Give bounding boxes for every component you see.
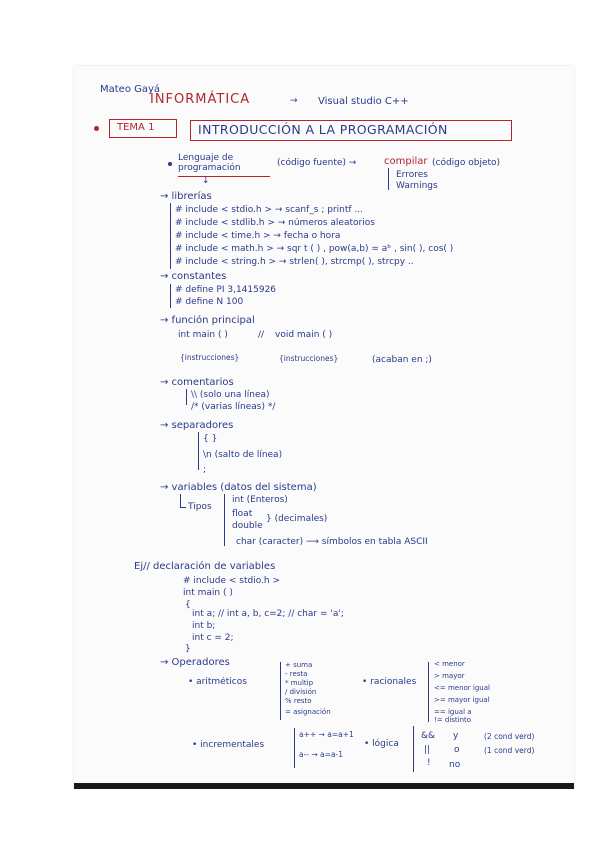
code-line: int main ( )	[183, 588, 233, 598]
tipos-connector-h	[180, 507, 186, 508]
lenguaje-term: Lenguaje de programación	[178, 153, 241, 173]
library-item: # include < string.h > → strlen( ), strcmp( ), strcpy ..	[175, 257, 414, 267]
codigo-fuente: (código fuente) →	[277, 158, 357, 168]
variables-title: → variables (datos del sistema)	[160, 482, 317, 493]
compiler-word: compilar	[384, 156, 428, 167]
tipos-label: Tipos	[188, 502, 212, 512]
type-double: double	[232, 521, 263, 531]
logic-word: o	[454, 745, 460, 755]
errors-label: Errores	[396, 170, 428, 180]
codigo-objeto: (código objeto)	[432, 158, 501, 168]
arith-op: - resta	[285, 670, 308, 678]
library-item: # include < time.h > → fecha o hora	[175, 231, 341, 241]
ejemplo-title: Ej// declaración de variables	[134, 561, 276, 572]
type-char: char (caracter) ⟶ símbolos en tabla ASCII	[236, 537, 428, 547]
logic-symbol: &&	[421, 731, 436, 741]
relational-op: < menor	[434, 660, 465, 668]
comentarios-title: → comentarios	[160, 377, 234, 388]
arith-op: / división	[285, 688, 317, 696]
bracket-line	[198, 432, 199, 470]
decimales-brace: } (decimales)	[266, 514, 328, 524]
comment-item: \\ (solo una línea)	[191, 390, 270, 400]
down-arrow: ↓	[202, 176, 210, 186]
code-line: }	[185, 644, 191, 654]
funcion-title: → función principal	[160, 315, 255, 326]
comment-item: /* (varias líneas) */	[191, 402, 276, 412]
page-edge-shadow	[74, 783, 574, 789]
racionales-label: • racionales	[362, 677, 417, 687]
constant-item: # define N 100	[175, 297, 244, 307]
operadores-title: → Operadores	[160, 657, 230, 668]
arith-op: % resto	[285, 697, 312, 705]
code-line: int b;	[192, 621, 216, 631]
arith-op: * multip	[285, 679, 314, 687]
bracket-line	[280, 662, 281, 720]
warnings-label: Warnings	[396, 181, 438, 191]
void-main-decl: void main ( )	[275, 330, 333, 340]
librerias-title: → librerías	[160, 191, 212, 202]
bullet-dot	[94, 126, 99, 131]
arith-op: = asignación	[285, 708, 331, 716]
library-item: # include < stdlib.h > → números aleatorios	[175, 218, 375, 228]
instructions-void: {instrucciones}	[279, 354, 339, 363]
constantes-title: → constantes	[160, 271, 227, 282]
bracket-line	[186, 389, 187, 405]
branch-line	[388, 168, 389, 190]
library-item: # include < stdio.h > → scanf_s ; printf ...	[175, 205, 364, 215]
logic-symbol: ||	[424, 745, 431, 755]
semicolon-note: (acaban en ;)	[372, 355, 432, 365]
separator-item: \n (salto de línea)	[203, 450, 283, 460]
logic-note: (1 cond verd)	[484, 746, 535, 755]
type-int: int (Enteros)	[232, 495, 288, 505]
notebook-page	[74, 66, 574, 786]
constant-item: # define PI 3,1415926	[175, 285, 277, 295]
title-arrow: →	[290, 96, 298, 106]
bracket-line	[170, 203, 171, 269]
logic-word: no	[449, 760, 461, 770]
relational-op: != distinto	[434, 716, 472, 724]
type-float: float	[232, 509, 253, 519]
relational-op: > mayor	[434, 672, 465, 680]
relational-op: == igual a	[434, 708, 472, 716]
increment-op: a++ → a=a+1	[299, 730, 354, 739]
code-line: # include < stdio.h >	[183, 576, 281, 586]
separator-slashes: //	[258, 330, 265, 340]
code-line: int a; // int a, b, c=2; // char = 'a';	[192, 609, 344, 619]
relational-op: <= menor igual	[434, 684, 490, 692]
bracket-line	[428, 662, 429, 722]
int-main-decl: int main ( )	[178, 330, 228, 340]
logic-symbol: !	[427, 758, 431, 768]
bracket-line	[294, 728, 295, 768]
code-line: int c = 2;	[192, 633, 234, 643]
aritmeticos-label: • aritméticos	[188, 677, 247, 687]
code-line: {	[185, 600, 191, 610]
logic-word: y	[453, 731, 459, 741]
term-underline	[178, 176, 270, 177]
arith-op: + suma	[285, 661, 313, 669]
tema-label: TEMA 1	[117, 122, 155, 133]
library-item: # include < math.h > → sqr t ( ) , pow(a,b) = aᵇ , sin( ), cos( )	[175, 244, 454, 254]
subject-title: INFORMÁTICA	[150, 92, 251, 107]
relational-op: >= mayor igual	[434, 696, 490, 704]
instructions-int: {instrucciones}	[180, 353, 240, 362]
incrementales-label: • incrementales	[192, 740, 265, 750]
separator-item: { }	[203, 434, 218, 444]
increment-op: a-- → a=a-1	[299, 750, 344, 759]
main-heading: INTRODUCCIÓN A LA PROGRAMACIÓN	[198, 122, 448, 137]
bracket-line	[413, 726, 414, 772]
tipos-connector	[180, 494, 181, 508]
bracket-line	[224, 494, 225, 546]
bullet-dot	[168, 162, 172, 166]
bracket-line	[170, 284, 171, 308]
subject-subtitle: Visual studio C++	[318, 96, 409, 107]
author-name: Mateo Gayá	[100, 84, 161, 95]
logic-note: (2 cond verd)	[484, 732, 535, 741]
logica-label: • lógica	[364, 739, 399, 749]
separator-item: ;	[203, 465, 207, 475]
separadores-title: → separadores	[160, 420, 234, 431]
